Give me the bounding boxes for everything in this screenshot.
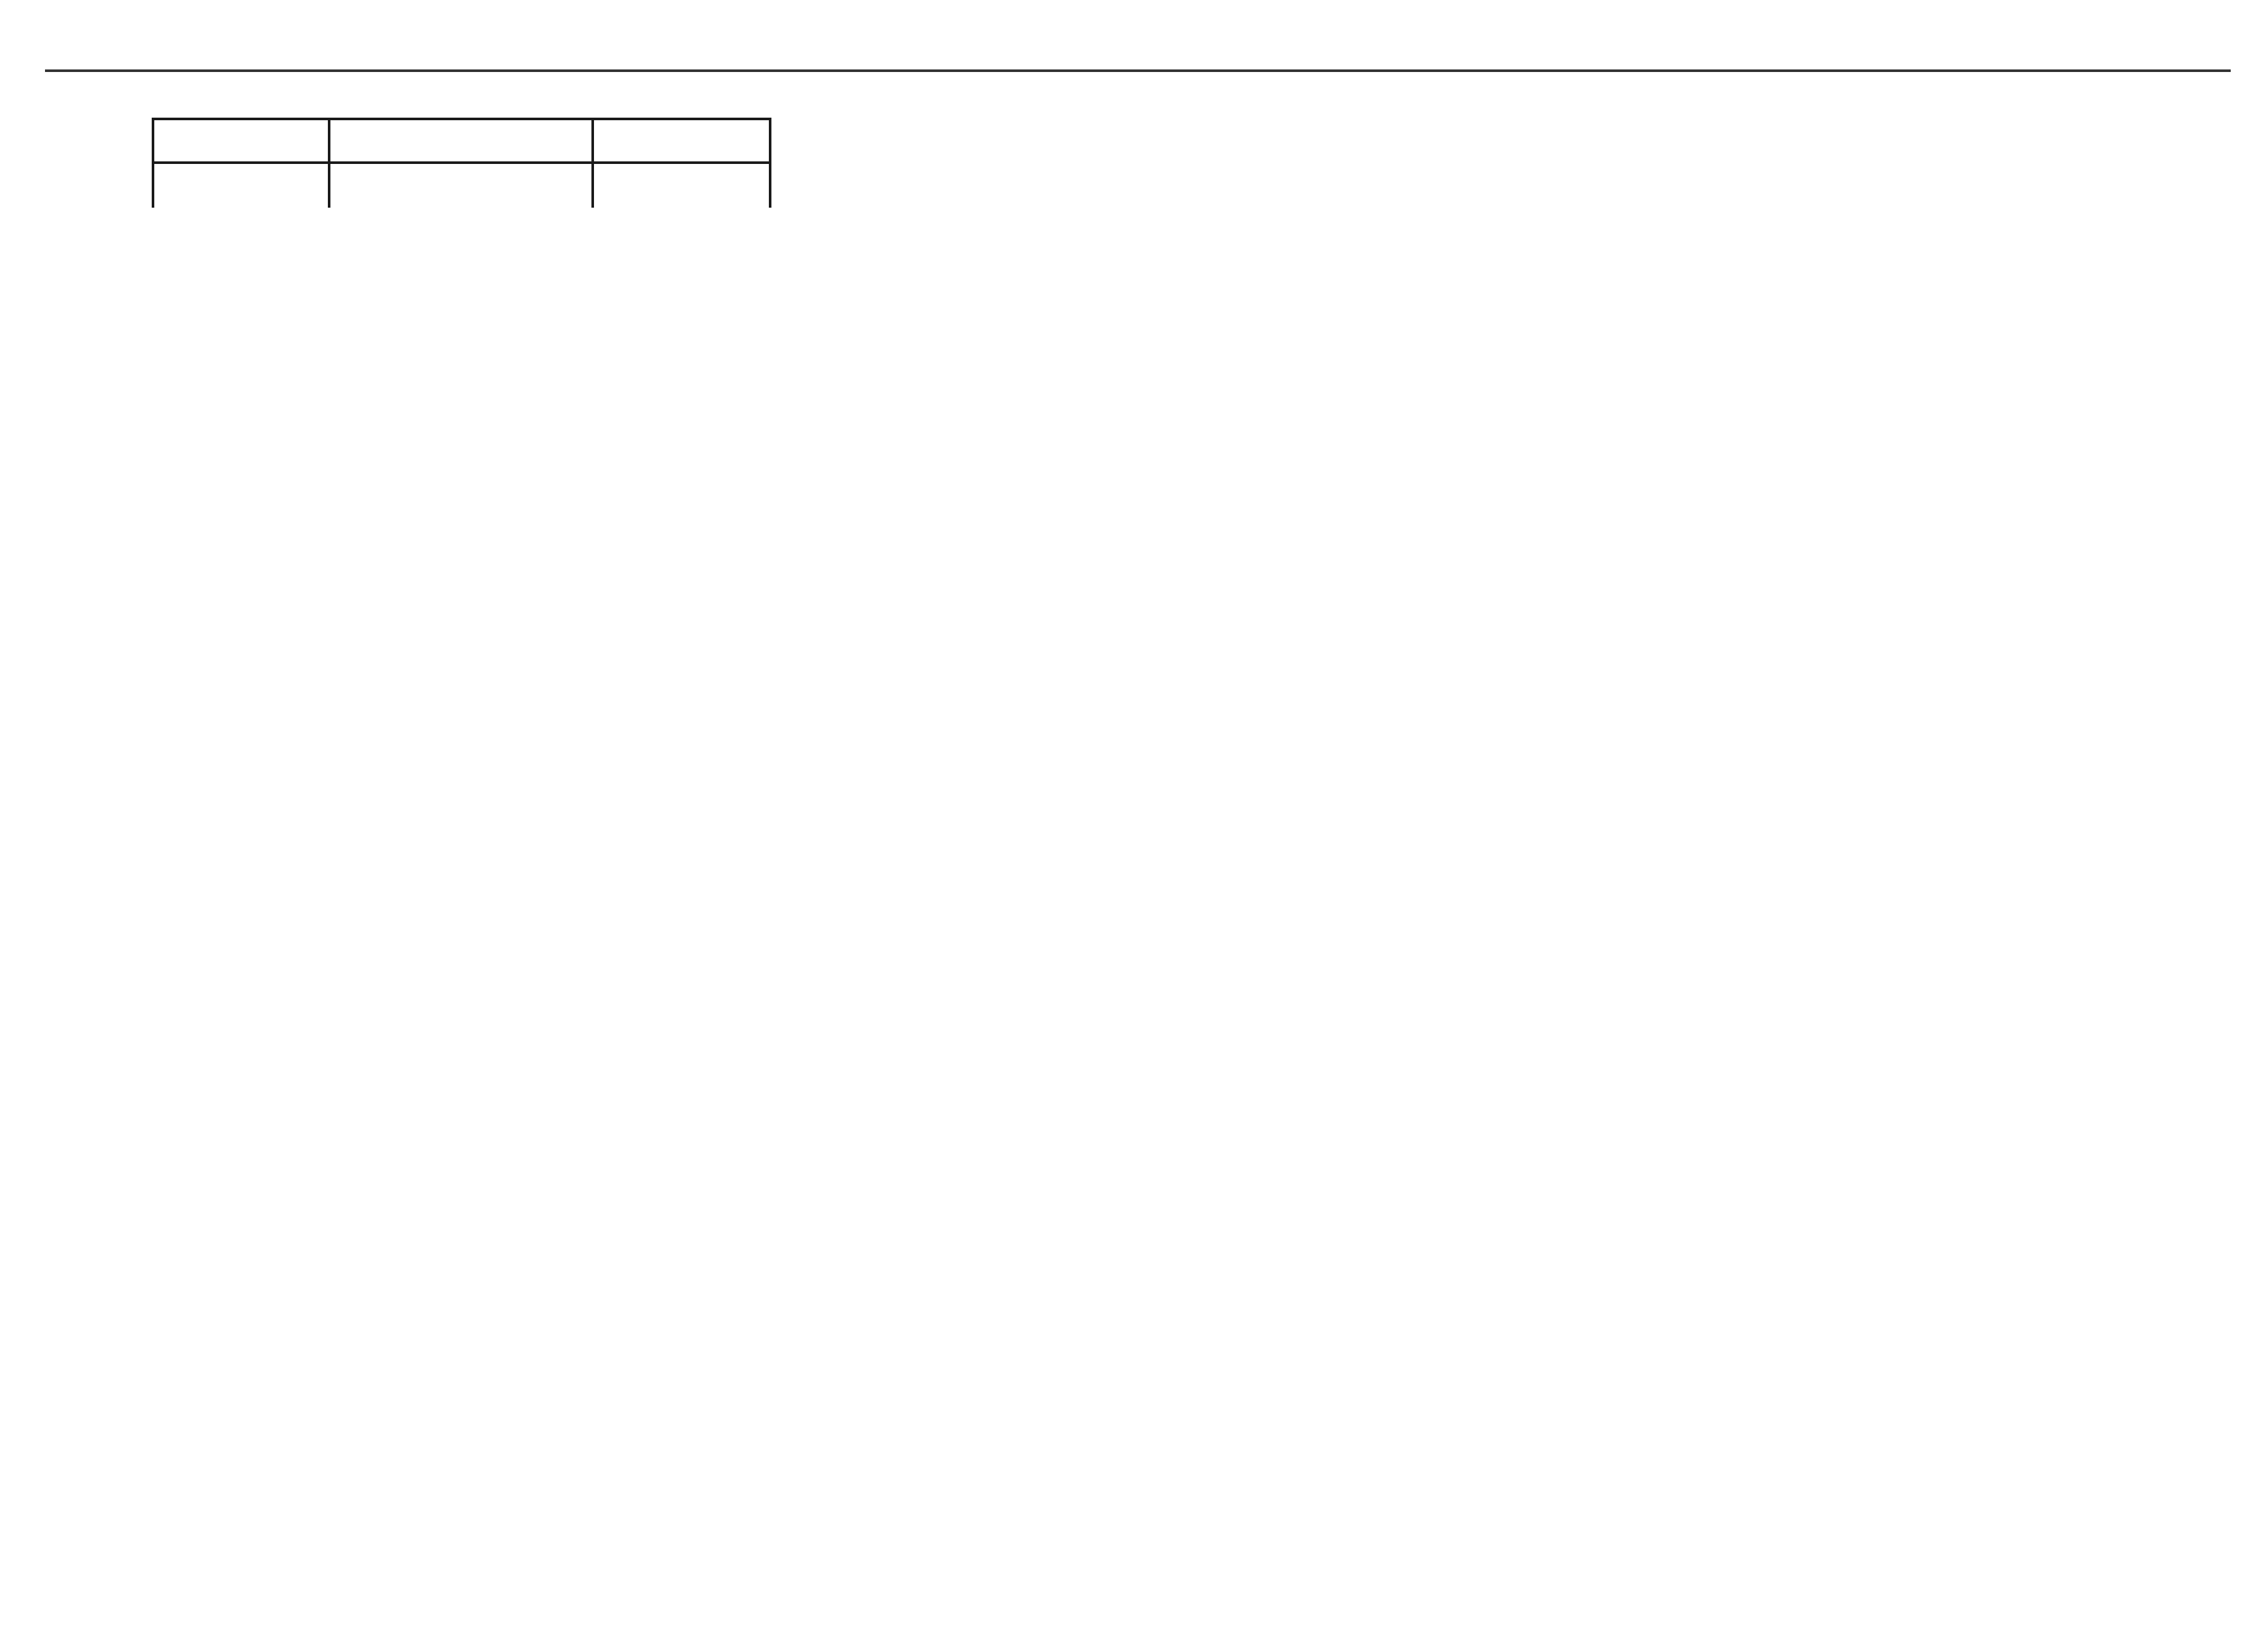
top-border-line bbox=[45, 69, 2231, 72]
